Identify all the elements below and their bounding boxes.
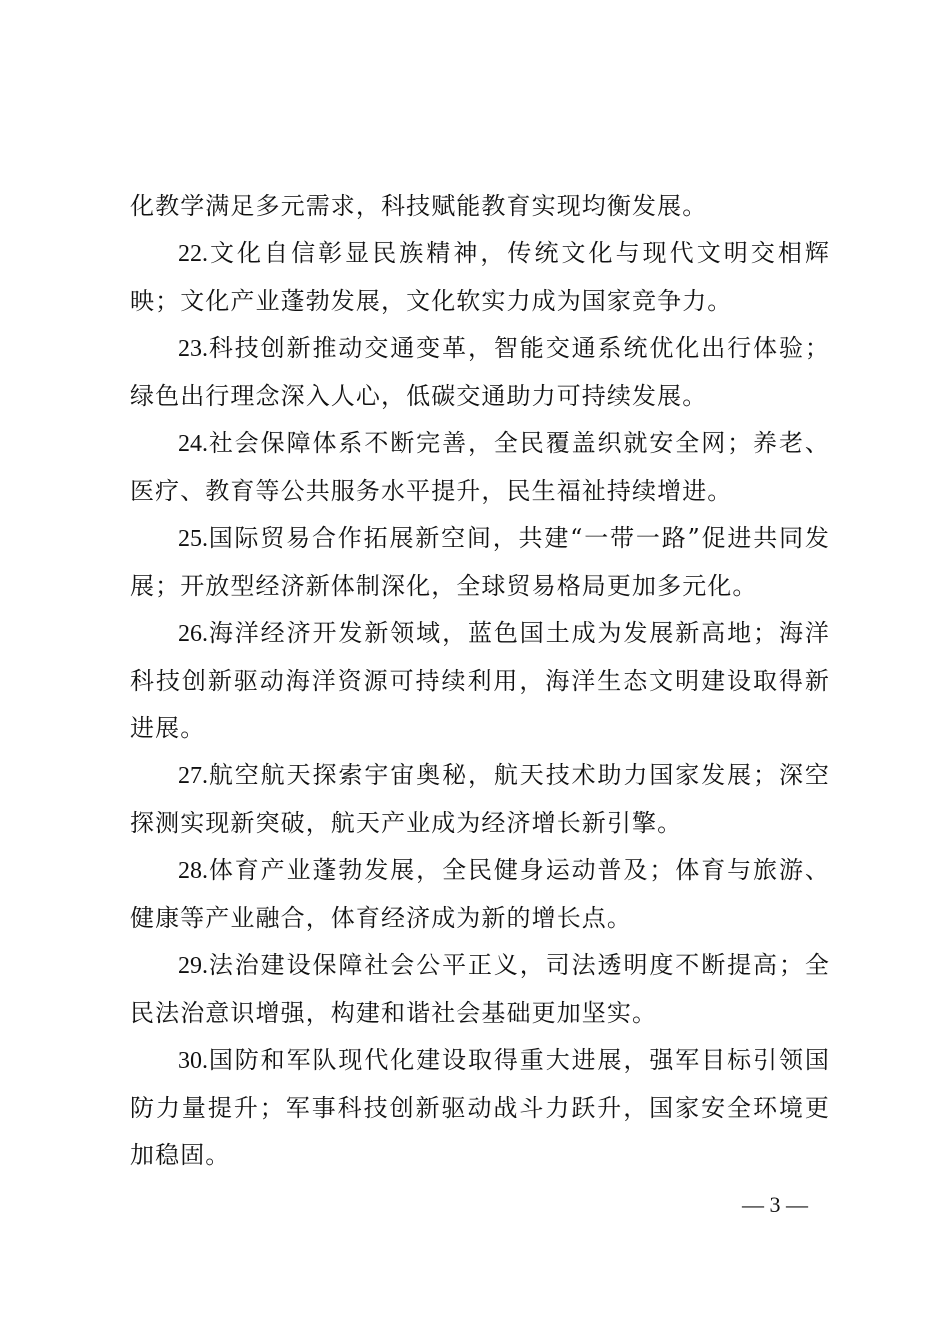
- item-number: 27.: [178, 763, 208, 789]
- page-number: — 3 —: [742, 1192, 808, 1217]
- list-item-27: [130, 752, 830, 847]
- item-text: 体育产业蓬勃发展，全民健身运动普及；体育与旅游、健康等产业融合，体育经济成为新的增长点。: [130, 856, 830, 932]
- item-number: 30.: [178, 1048, 208, 1074]
- item-text: 航空航天探索宇宙奥秘，航天技术助力国家发展；深空探测实现新突破，航天产业成为经济增长新引擎。: [130, 761, 830, 837]
- list-item-25: [130, 515, 830, 610]
- item-number: 23.: [178, 336, 208, 362]
- item-number: 22.: [178, 241, 208, 267]
- list-item-22: [130, 230, 830, 325]
- item-text: 海洋经济开发新领域，蓝色国土成为发展新高地；海洋科技创新驱动海洋资源可持续利用，海洋生态文明建设取得新进展。: [130, 619, 830, 742]
- list-item-23: [130, 325, 830, 420]
- item-text: 社会保障体系不断完善，全民覆盖织就安全网；养老、医疗、教育等公共服务水平提升，民生福祉持续增进。: [130, 429, 830, 505]
- list-item-28: [130, 847, 830, 942]
- item-text: 国际贸易合作拓展新空间，共建“一带一路”促进共同发展；开放型经济新体制深化，全球贸易格局更加多元化。: [130, 524, 830, 600]
- item-number: 26.: [178, 621, 208, 647]
- item-number: 24.: [178, 431, 208, 457]
- list-item-24: [130, 420, 830, 515]
- continuation-paragraph: 化教学满足多元需求，科技赋能教育实现均衡发展。: [130, 192, 708, 220]
- item-number: 28.: [178, 858, 208, 884]
- item-text: 国防和军队现代化建设取得重大进展，强军目标引领国防力量提升；军事科技创新驱动战斗力跃升，国家安全环境更加稳固。: [130, 1046, 830, 1169]
- item-text: 文化自信彰显民族精神，传统文化与现代文明交相辉映；文化产业蓬勃发展，文化软实力成为国家竞争力。: [130, 239, 830, 315]
- list-item-29: [130, 942, 830, 1037]
- item-text: 科技创新推动交通变革，智能交通系统优化出行体验；绿色出行理念深入人心，低碳交通助力可持续发展。: [130, 334, 830, 410]
- document-body: [130, 183, 830, 1179]
- list-item-26: [130, 610, 830, 752]
- item-number: 29.: [178, 953, 208, 979]
- list-item-30: [130, 1037, 830, 1179]
- item-text: 法治建设保障社会公平正义，司法透明度不断提高；全民法治意识增强，构建和谐社会基础更加坚实。: [130, 951, 830, 1027]
- item-number: 25.: [178, 526, 208, 552]
